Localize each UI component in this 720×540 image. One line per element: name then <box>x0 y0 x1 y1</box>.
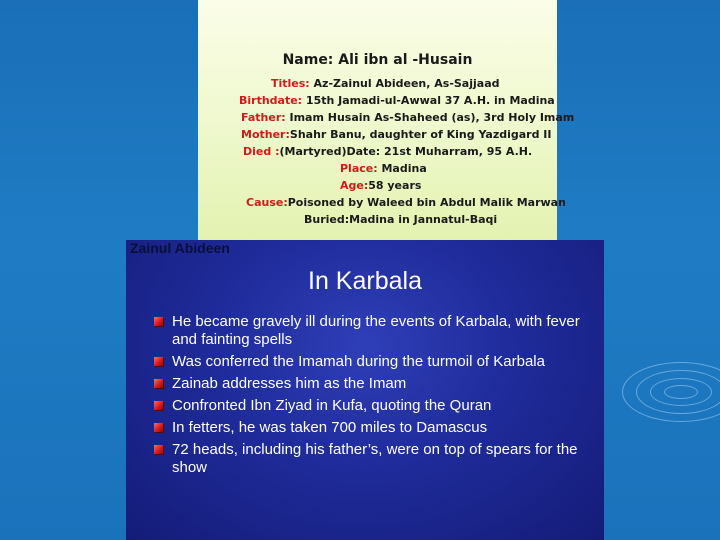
bullet-square-icon <box>154 357 163 366</box>
bio-place: Place: Madina <box>340 162 427 175</box>
bio-father: Father: Imam Husain As-Shaheed (as), 3rd Holy Imam <box>241 111 575 124</box>
bullet-square-icon <box>154 401 163 410</box>
list-item: Confronted Ibn Ziyad in Kufa, quoting the Quran <box>152 397 592 415</box>
bio-died: Died :(Martyred)Date: 21st Muharram, 95 A.H. <box>243 145 533 158</box>
list-item: Zainab addresses him as the Imam <box>152 375 592 393</box>
list-item: Was conferred the Imamah during the turmoil of Karbala <box>152 353 592 371</box>
biography-card <box>198 0 575 240</box>
list-item: 72 heads, including his father’s, were on top of spears for the show <box>152 441 592 477</box>
bio-age: Age:58 years <box>340 179 422 192</box>
list-item: In fetters, he was taken 700 miles to Damascus <box>152 419 592 437</box>
bio-titles: Titles: Az-Zainul Abideen, As-Sajjaad <box>271 77 500 90</box>
bullet-square-icon <box>154 423 163 432</box>
slide-header-caption: Zainul Abideen <box>130 240 230 256</box>
bio-mother: Mother:Shahr Banu, daughter of King Yazdigard II <box>241 128 552 141</box>
slide-title: In Karbala <box>308 267 422 295</box>
bio-birthdate: Birthdate: 15th Jamadi-ul-Awwal 37 A.H. in Madina <box>239 94 555 107</box>
bullet-square-icon <box>154 379 163 388</box>
bullet-square-icon <box>154 445 163 454</box>
bio-name: Name: Ali ibn al -Husain <box>282 52 473 68</box>
bio-cause: Cause:Poisoned by Waleed bin Abdul Malik Marwan <box>246 196 566 209</box>
bullet-list <box>152 313 592 481</box>
bullet-square-icon <box>154 317 163 326</box>
karbala-slide <box>126 240 604 540</box>
list-item: He became gravely ill during the events of Karbala, with fever and fainting spells <box>152 313 592 349</box>
bio-buried: Buried:Madina in Jannatul-Baqi <box>304 213 498 226</box>
